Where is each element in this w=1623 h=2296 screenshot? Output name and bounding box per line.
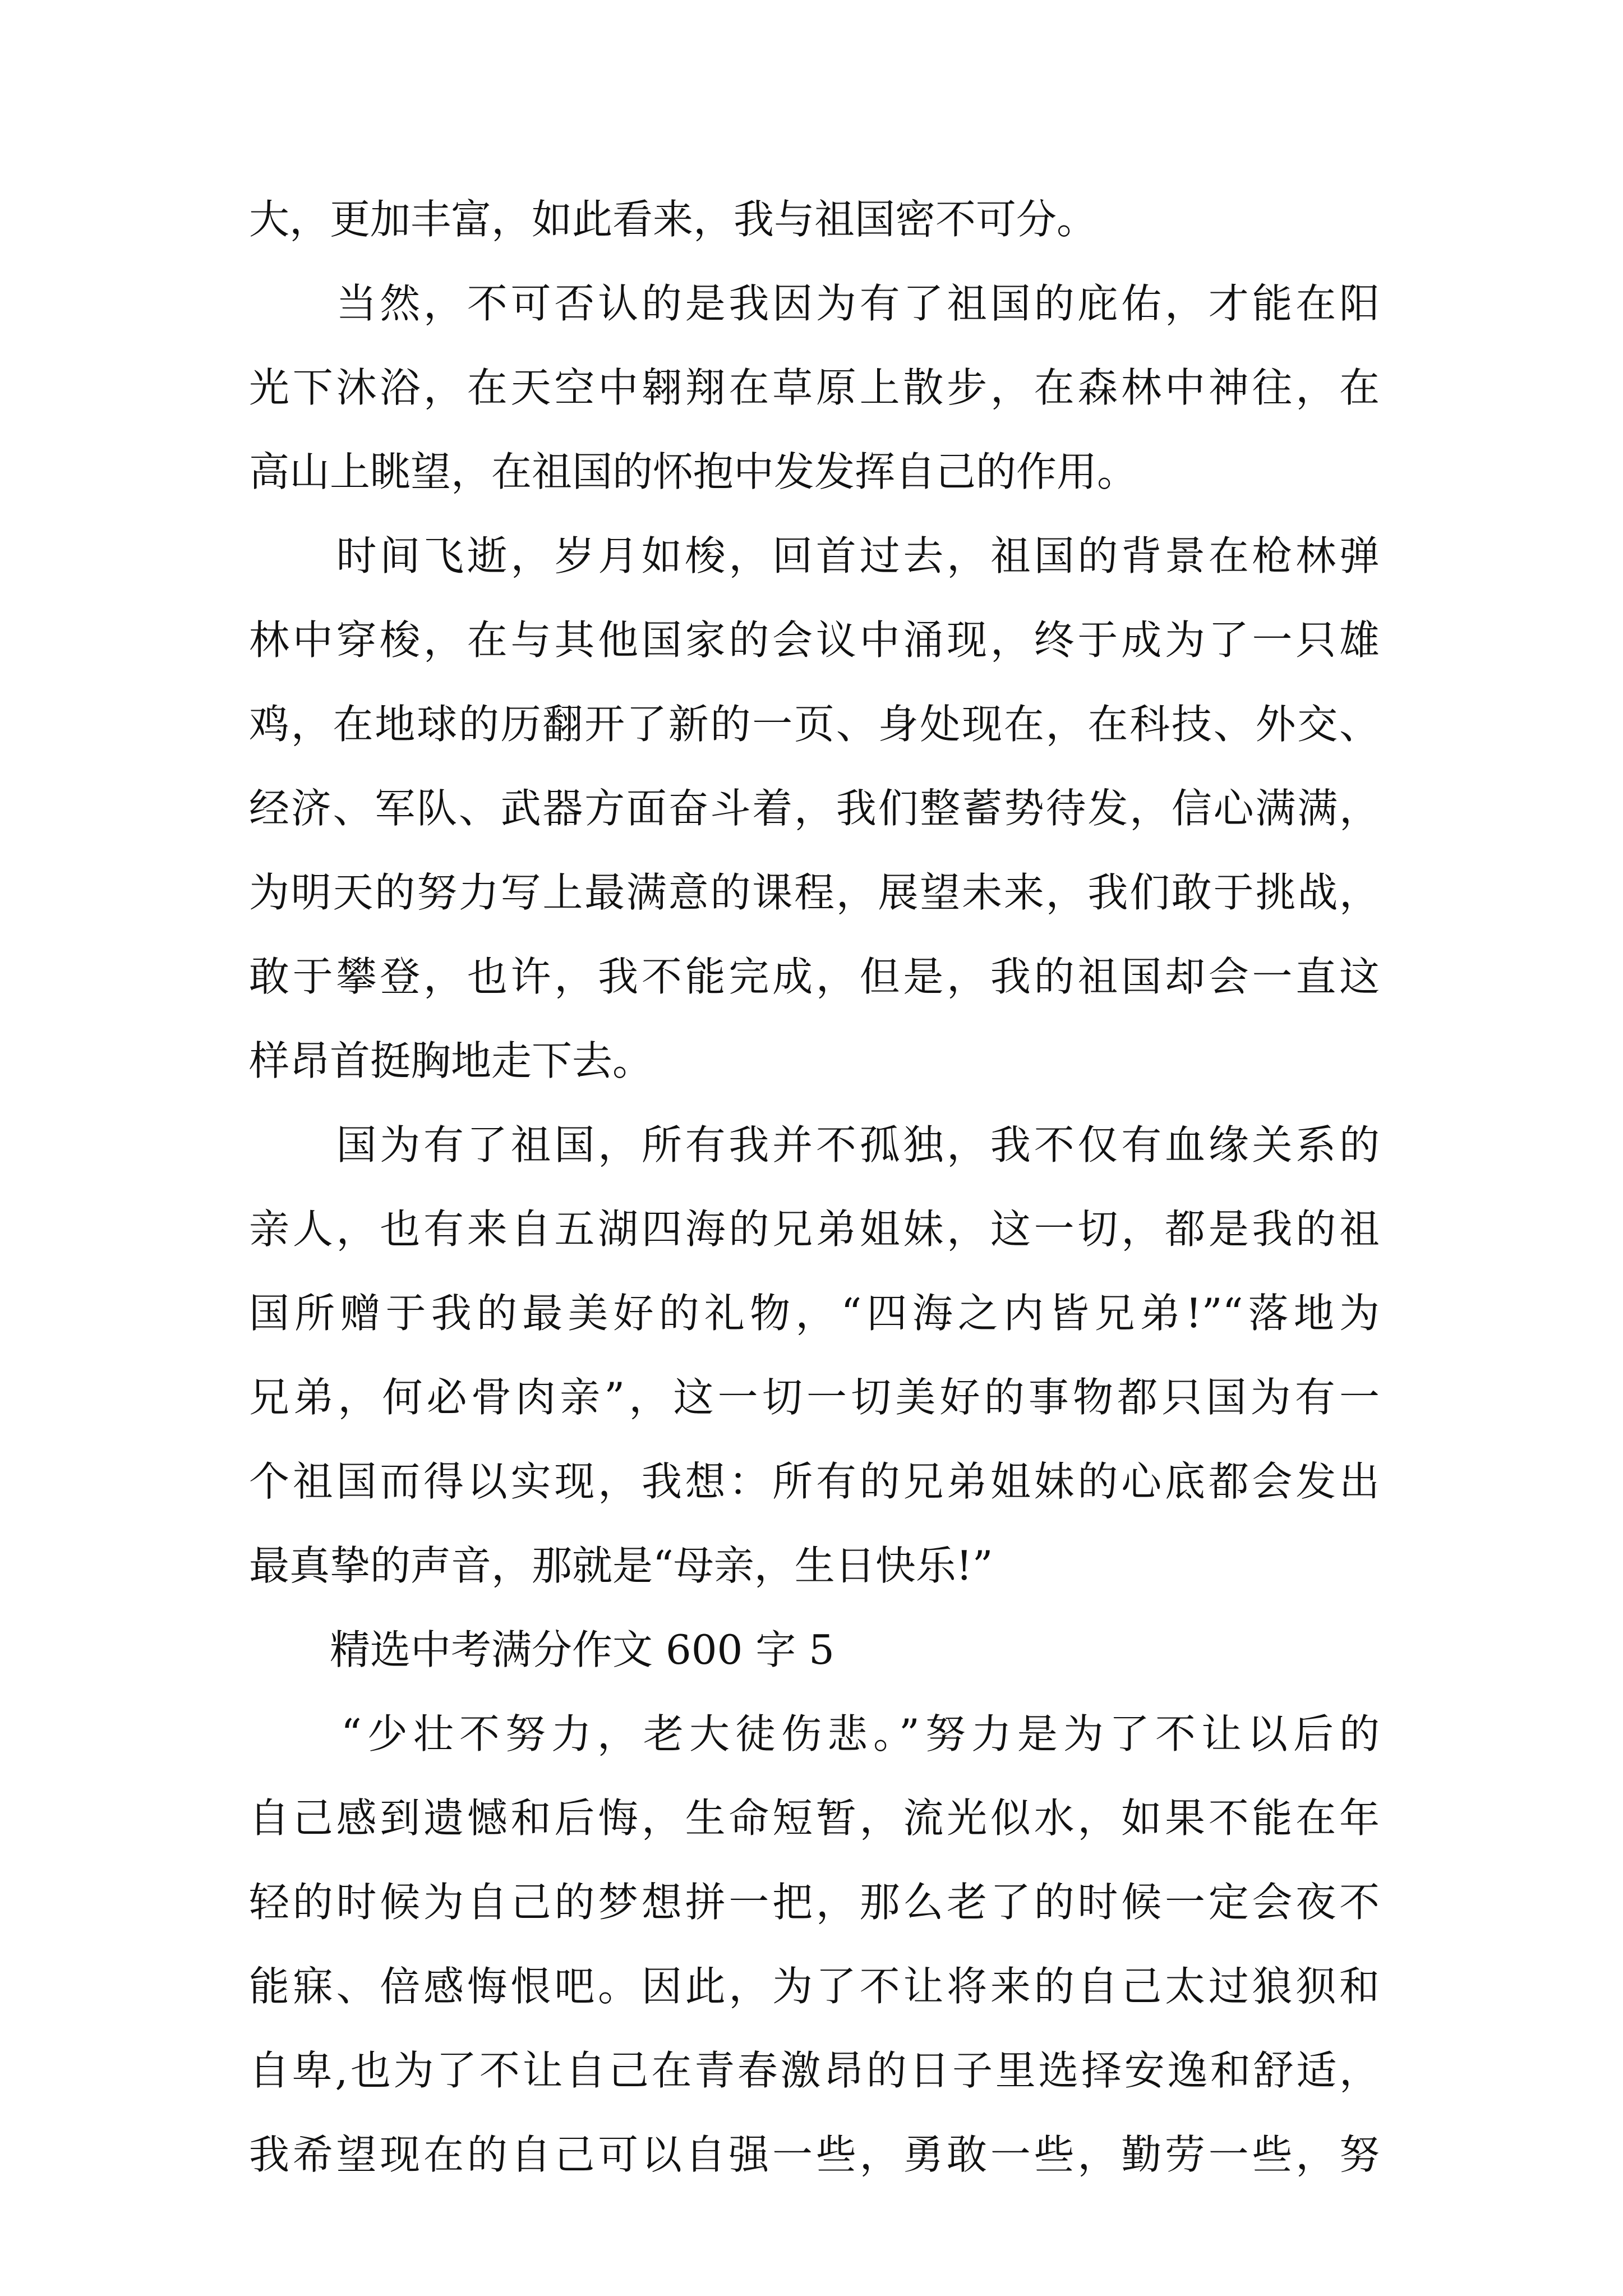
text-line: 个祖国而得以实现，我想：所有的兄弟姐妹的心底都会发出 (249, 1458, 1380, 1505)
text-line: 林中穿梭，在与其他国家的会议中涌现，终于成为了一只雄 (249, 616, 1380, 664)
text-line: 为明天的努力写上最满意的课程，展望未来，我们敢于挑战， (249, 869, 1380, 916)
text-line: 经济、军队、武器方面奋斗着，我们整蓄势待发，信心满满， (249, 785, 1380, 832)
text-line: 最真挚的声音，那就是“母亲，生日快乐!” (249, 1542, 993, 1589)
text-line: 亲人，也有来自五湖四海的兄弟姐妹，这一切，都是我的祖 (249, 1205, 1380, 1253)
text-line: 自己感到遗憾和后悔，生命短暂，流光似水，如果不能在年 (249, 1795, 1380, 1842)
text-line: 光下沐浴，在天空中翱翔在草原上散步，在森林中神往，在 (249, 364, 1380, 411)
text-line: 样昂首挺胸地走下去。 (249, 1037, 653, 1084)
text-line: 我希望现在的自己可以自强一些，勇敢一些，勤劳一些，努 (249, 2131, 1380, 2178)
text-line: 当然，不可否认的是我因为有了祖国的庇佑，才能在阳 (249, 280, 1380, 327)
text-line: 国所赠于我的最美好的礼物，“四海之内皆兄弟!”“落地为 (249, 1290, 1380, 1337)
document-body (249, 177, 1380, 2197)
text-line: 兄弟，何必骨肉亲”，这一切一切美好的事物都只国为有一 (249, 1374, 1380, 1421)
text-line: 时间飞逝，岁月如梭，回首过去，祖国的背景在枪林弹 (249, 532, 1380, 579)
text-line: 敢于攀登，也许，我不能完成，但是，我的祖国却会一直这 (249, 953, 1380, 1000)
text-line: 鸡，在地球的历翻开了新的一页、身处现在，在科技、外交、 (249, 701, 1380, 748)
text-line: 轻的时候为自己的梦想拼一把，那么老了的时候一定会夜不 (249, 1879, 1380, 1926)
section-heading: 精选中考满分作文 600 字 5 (249, 1626, 834, 1673)
text-line: 自卑,也为了不让自己在青春激昂的日子里选择安逸和舒适， (249, 2047, 1380, 2094)
text-line: 高山上眺望，在祖国的怀抱中发发挥自己的作用。 (249, 448, 1138, 495)
text-line: 能寐、倍感悔恨吧。因此，为了不让将来的自己太过狼狈和 (249, 1963, 1380, 2010)
text-line: 国为有了祖国，所有我并不孤独，我不仅有血缘关系的 (249, 1121, 1380, 1168)
text-line: 大，更加丰富，如此看来，我与祖国密不可分。 (249, 196, 1098, 243)
text-line: “少壮不努力，老大徒伤悲。”努力是为了不让以后的 (249, 1710, 1380, 1757)
